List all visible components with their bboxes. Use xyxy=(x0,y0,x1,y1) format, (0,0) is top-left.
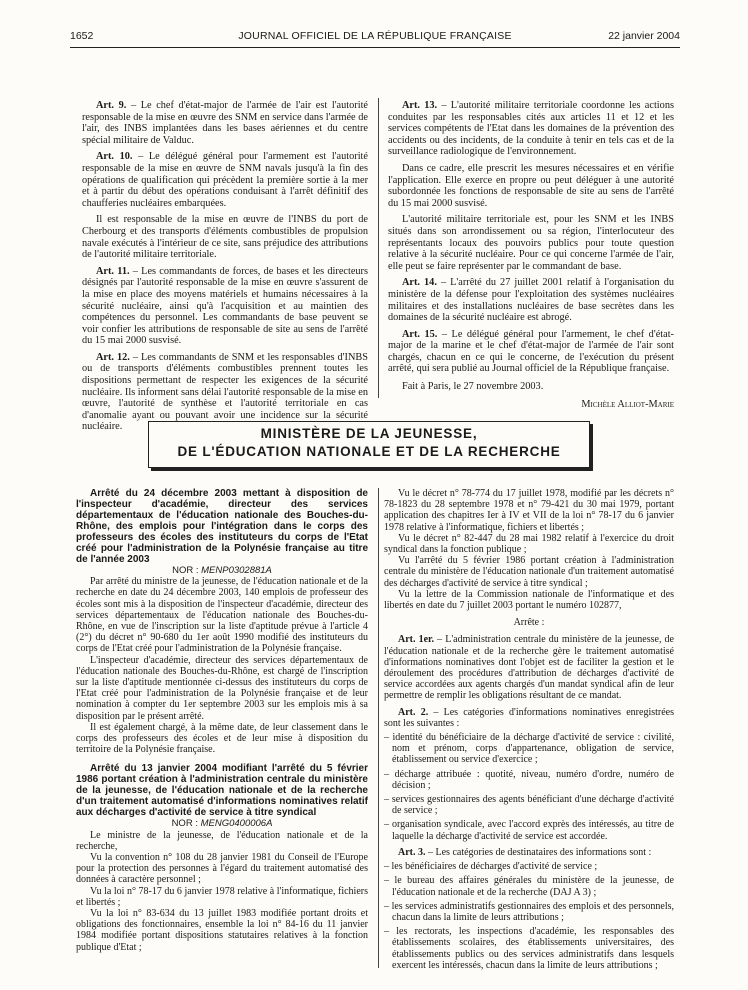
article-3-item-4: – les rectorats, les inspections d'académie, les responsables des établissements scolaires, des établissements universitaires, des établissements publics ou des services administratifs dans lesquels exercent les intéressés, chacun dans la limite de leurs attributions ; xyxy=(384,926,674,971)
decree-2-para-3: Vu la loi n° 78-17 du 6 janvier 1978 relative à l'informatique, fichiers et libertés ; xyxy=(76,885,368,908)
article-11: Art. 11. – Les commandants de forces, de bases et les directeurs désignés par l'autorité responsable de la mise en œuvre s'assurent de la mise en place des moyens matériels et humains nécessaires à la sécurité nucléaire, ainsi qu'à l'acquisition et au maintien des compétences du personnel. Les commandants de base peuvent se voir confier les attributions de responsable de site au sens de l'arrêté du 15 mai 2000 susvisé. xyxy=(82,265,368,347)
issue-date: 22 janvier 2004 xyxy=(608,30,680,42)
decree-title-2: Arrêté du 13 janvier 2004 modifiant l'arrêté du 5 février 1986 portant création à l'administration centrale du ministère de la jeunesse, de l'éducation nationale et de la recherche d'un traitement automatisé d'informations nominatives relatif aux décharges d'activité de service à titre syndical xyxy=(76,763,368,819)
ministry-line-1: MINISTÈRE DE LA JEUNESSE, xyxy=(260,426,478,441)
bottom-left-column xyxy=(76,488,368,953)
article-13: Art. 13. – L'autorité militaire territoriale coordonne les actions conduites par les responsables cités aux articles 11 et 12 et les services compétents de l'Etat dans les domaines de la prévention des accidents ou des incidents, de la conduite à tenir en tels cas et de la surveillance radiologique de l'environnement. xyxy=(388,100,674,158)
article-2-item-3: – services gestionnaires des agents bénéficiant d'une décharge d'activité de service ; xyxy=(384,794,674,817)
nor-reference-2: NOR : MENG0400006A xyxy=(171,818,273,830)
bottom-right-column xyxy=(384,488,674,971)
article-2-item-2: – décharge attribuée : quotité, niveau, numéro d'ordre, numéro de décision ; xyxy=(384,768,674,791)
decree-2-para-2: Vu la convention n° 108 du 28 janvier 1981 du Conseil de l'Europe pour la protection des personnes à l'égard du traitement automatisé des données à caractère personnel ; xyxy=(76,852,368,886)
column-divider-top xyxy=(378,98,379,398)
article-14: Art. 14. – L'arrêté du 27 juillet 2001 relatif à l'organisation du ministère de la défense pour l'exploitation des systèmes nucléaires militaires et des installations nucléaires de base secrètes dans les domaines de la sécurité nucléaire est abrogé. xyxy=(388,277,674,324)
journal-title: JOURNAL OFFICIEL DE LA RÉPUBLIQUE FRANÇAISE xyxy=(238,30,512,42)
visa-2: Vu le décret n° 82-447 du 28 mai 1982 relatif à l'exercice du droit syndical dans la fonction publique ; xyxy=(384,532,674,556)
decree-title-1: Arrêté du 24 décembre 2003 mettant à disposition de l'inspecteur d'académie, directeur des services départementaux de l'éducation nationale des Bouches-du-Rhône, des emplois pour l'intégration dans le corps des professeurs des écoles des instituteurs du corps de l'Etat créé pour l'administration de la Polynésie française au titre de l'année 2003 xyxy=(76,488,368,565)
visa-4: Vu la lettre de la Commission nationale de l'informatique et des libertés en date du 7 juillet 2003 portant le numéro 102877, xyxy=(384,588,674,612)
header-rule xyxy=(70,47,680,48)
article-3-item-3: – les services administratifs gestionnaires des emplois et des personnels, chacun dans la limite de leurs attributions ; xyxy=(384,900,674,923)
article-10: Art. 10. – Le délégué général pour l'armement est l'autorité responsable de la mise en œuvre de SNM navals jusqu'à la fin des opérations de qualification qui précèdent la première sortie à la mer et à partir du début des opérations conduisant à l'arrêt définitif des chaufferies nucléaires embarquées. xyxy=(82,151,368,209)
page-number: 1652 xyxy=(70,30,94,42)
page-header xyxy=(70,30,680,46)
decree-1-para-2: L'inspecteur d'académie, directeur des services départementaux de l'éducation nationale des Bouches-du-Rhône, est chargé de l'inscription sur la liste d'aptitude mentionnée ci-dessus des instituteurs du corps de l'Etat créé pour l'administration de la Polynésie française et de leur nomination à compter du 1er septembre 2003 sur les emplois mis à sa disposition par le présent arrêté. xyxy=(76,654,368,722)
decree-1-para-1: Par arrêté du ministre de la jeunesse, de l'éducation nationale et de la recherche en date du 24 décembre 2003, 140 emplois de professeur des écoles sont mis à la disposition de l'inspecteur d'académie, directeur des services départementaux de l'éducation nationale des Bouches-du-Rhône, en vue de l'inscription sur la liste d'aptitude prévue à l'article 4 (2°) du décret n° 90-680 du 1er août 1990 modifié des instituteurs du corps de l'Etat créé pour l'administration de la Polynésie française. xyxy=(76,576,368,655)
article-2: Art. 2. – Les catégories d'informations nominatives enregistrées sont les suivantes : xyxy=(384,706,674,729)
article-1er: Art. 1er. – L'administration centrale du ministère de la jeunesse, de l'éducation nationale et de la recherche gère le traitement automatisé d'informations nominatives dont l'objet est de faciliter la gestion et le déroulement des procédures d'attribution de décharges d'activité de service accordées aux agents chargés d'un mandat syndical afin de leur permettre de remplir les obligations résultant de ce mandat. xyxy=(384,634,674,702)
signature: Michèle Alliot-Marie xyxy=(581,398,674,410)
fait-a-paris: Fait à Paris, le 27 novembre 2003. xyxy=(402,381,544,393)
decree-2-para-4: Vu la loi n° 83-634 du 13 juillet 1983 modifiée portant droits et obligations des fonctionnaires, ensemble la loi n° 84-16 du 11 janvier 1984 modifiée portant dispositions statutaires relatives à la fonction publique d'Etat ; xyxy=(76,908,368,953)
ministry-heading-box xyxy=(148,421,590,468)
ministry-line-2: DE L'ÉDUCATION NATIONALE ET DE LA RECHERCHE xyxy=(177,444,561,459)
article-15: Art. 15. – Le délégué général pour l'armement, le chef d'état-major de la marine et le chef d'état-major de l'armée de l'air sont chargés, chacun en ce qui le concerne, de l'exécution du présent arrêté, qui sera publié au Journal officiel de la République française. xyxy=(388,328,674,375)
article-3-item-1: – les bénéficiaires de décharges d'activité de service ; xyxy=(384,861,598,873)
visa-1: Vu le décret n° 78-774 du 17 juillet 1978, modifié par les décrets n° 78-1823 du 28 septembre 1978 et n° 79-421 du 30 mai 1979, portant application des chapitres Ier à IV et VII de la loi n° 78-17 du 6 janvier 1978 relative à l'informatique, fichiers et libertés ; xyxy=(384,488,674,533)
column-divider-bottom xyxy=(378,488,379,968)
decree-1-para-3: Il est également chargé, à la même date, de leur classement dans le corps des professeurs des écoles et de leur mise à disposition du territoire de la Polynésie française. xyxy=(76,721,368,756)
decree-2-para-1: Le ministre de la jeunesse, de l'éducation nationale et de la recherche, xyxy=(76,829,368,852)
article-13-para-2: L'autorité militaire territoriale est, pour les SNM et les INBS situés dans son arrondissement ou sa région, l'interlocuteur des représentants locaux des pouvoirs publics pour toute question relative à la sécurité nucléaire. Pour ce qui concerne l'armée de l'air, elle peut se faire représenter par le commandant de base. xyxy=(388,214,674,272)
visa-3: Vu l'arrêté du 5 février 1986 portant création à l'administration centrale du ministère de l'éducation nationale d'un traitement automatisé des décharges d'activité de service à titre syndical ; xyxy=(384,555,674,589)
article-3: Art. 3. – Les catégories de destinataires des informations sont : xyxy=(398,846,652,858)
article-2-item-4: – organisation syndicale, avec l'accord exprès des intéressés, au titre de laquelle la décharge d'activité de service est accordée. xyxy=(384,819,674,842)
article-2-item-1: – identité du bénéficiaire de la décharge d'activité de service : civilité, nom et prénom, corps d'appartenance, obligation de service, établissement ou service d'exercice ; xyxy=(384,732,674,766)
article-12: Art. 12. – Les commandants de SNM et les responsables d'INBS ou de transports d'éléments combustibles prennent toutes les dispositions permettant de respecter les exigences de la sécurité nucléaire. Ils informent sans délai l'autorité responsable de la mise en œuvre, l'autorité de synthèse et l'autorité territoriale en cas d'anomalie ayant ou pouvant avoir une incidence sur la sécurité nucléaire. xyxy=(82,351,368,433)
article-3-item-2: – le bureau des affaires générales du ministère de la jeunesse, de l'éducation nationale et de la recherche (DAJ A 3) ; xyxy=(384,875,674,898)
top-right-column xyxy=(388,100,674,410)
arrete-heading: Arrête : xyxy=(513,617,545,629)
top-left-column xyxy=(82,100,368,433)
article-10-para: Il est responsable de la mise en œuvre de l'INBS du port de Cherbourg et des transports d'éléments combustibles de propulsion navale exécutés à l'intérieur de ce site, sans préjudice des attributions de l'autorité militaire territoriale. xyxy=(82,214,368,261)
nor-reference-1: NOR : MENP0302881A xyxy=(172,565,272,576)
article-9: Art. 9. – Le chef d'état-major de l'armée de l'air est l'autorité responsable de la mise en œuvre des SNM en service dans l'armée de l'air, des INBS implantées dans les bases aériennes et du centre spécial militaire de Valduc. xyxy=(82,100,369,146)
article-13-para-1: Dans ce cadre, elle prescrit les mesures nécessaires et en vérifie l'application. Elle exerce en propre ou peut déléguer à une autorité subordonnée les fonctions de responsable de site au sens de l'arrêté du 15 mai 2000 susvisé. xyxy=(388,162,674,209)
